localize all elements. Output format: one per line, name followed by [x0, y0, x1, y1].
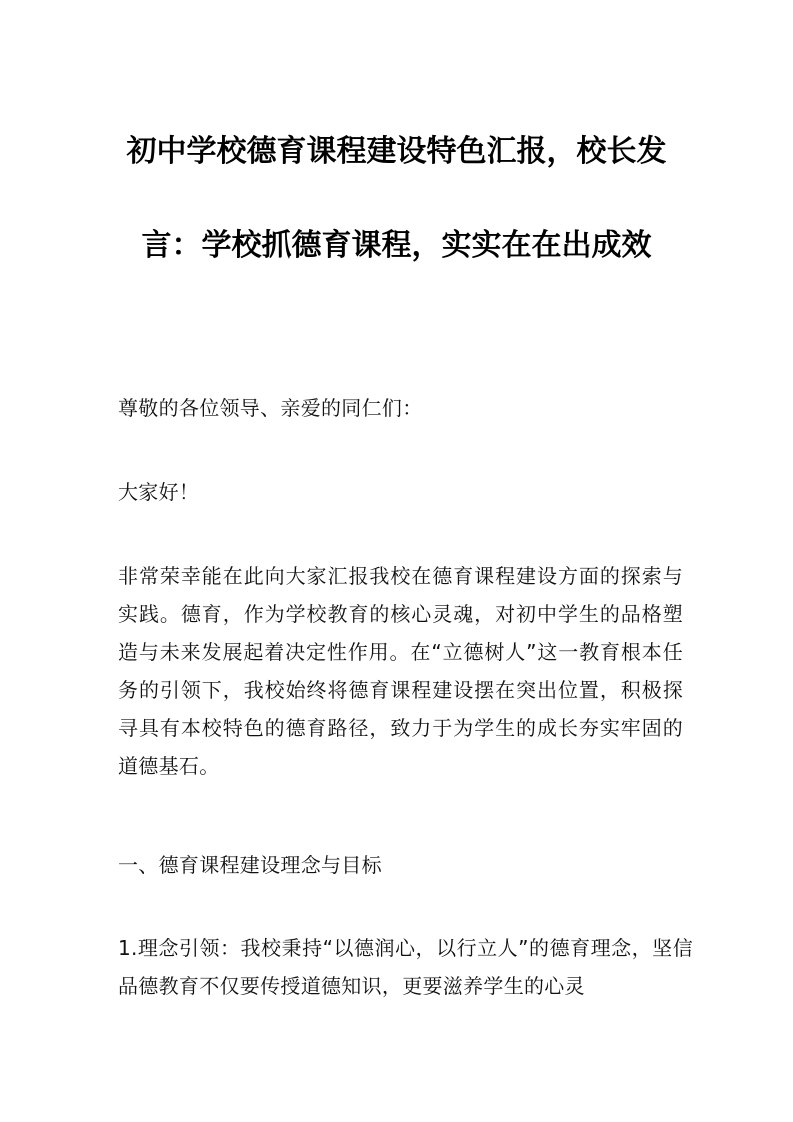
- document-title-line-2: 言：学校抓德育课程，实实在在出成效: [141, 228, 652, 263]
- item-paragraph: 1.理念引领：我校秉持“以德润心，以行立人”的德育理念，坚信品德教育不仅要传授道德知识，更要滋养学生的心灵: [118, 936, 693, 998]
- document-title-line-1: 初中学校德育课程建设特色汇报，校长发: [126, 134, 667, 169]
- hello-paragraph: 大家好！: [118, 480, 200, 504]
- section-heading: 一、德育课程建设理念与目标: [118, 853, 382, 877]
- intro-paragraph: 非常荣幸能在此向大家汇报我校在德育课程建设方面的探索与实践。德育，作为学校教育的核心灵魂，对初中学生的品格塑造与未来发展起着决定性作用。在“立德树人”这一教育根本任务的引领下，我校始终将德育课程建设摆在突出位置，积极探寻具有本校特色的德育路径，致力于为学生的成长夯实牢固的道德基石。: [118, 564, 683, 778]
- greeting-paragraph: 尊敬的各位领导、亲爱的同仁们：: [118, 396, 423, 420]
